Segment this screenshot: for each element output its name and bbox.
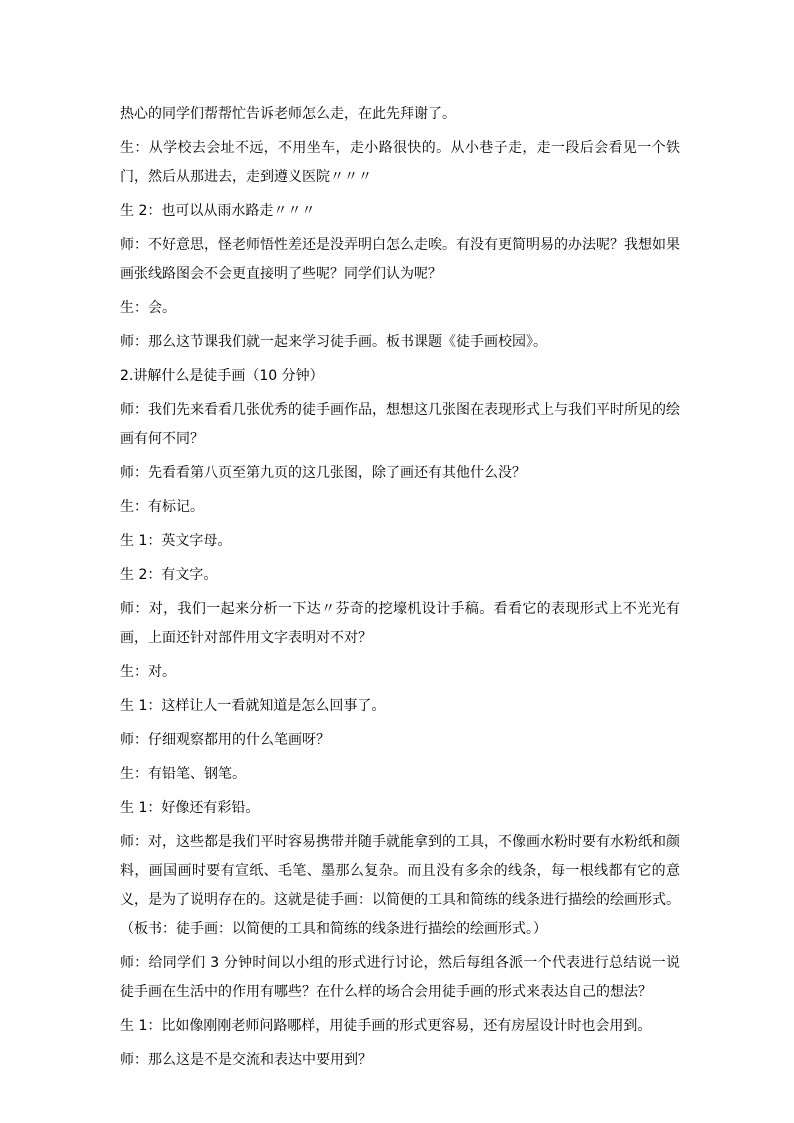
- paragraph: 生：从学校去会址不远，不用坐车，走小路很快的。从小巷子走，走一段后会看见一个铁门，然后从那进去，走到遵义医院〃〃〃: [120, 140, 680, 185]
- paragraph: 师：对，我们一起来分析一下达〃芬奇的挖壕机设计手稿。看看它的表现形式上不光光有画，上面还针对部件用文字表明对不对？: [120, 601, 680, 646]
- paragraph: 生 1：比如像刚刚老师问路哪样，用徒手画的形式更容易，还有房屋设计时也会用到。: [120, 1018, 652, 1034]
- paragraph: 生：有铅笔、钢笔。: [120, 766, 246, 782]
- paragraph: 师：给同学们 3 分钟时间以小组的形式进行讨论，然后每组各派一个代表进行总结说一说徒手画在生活中的作用有哪些？在什么样的场合会用徒手画的形式来表达自己的想法？: [120, 955, 680, 1000]
- paragraph: 生：对。: [120, 664, 176, 680]
- paragraph: 生：会。: [120, 300, 176, 316]
- paragraph: 生 2：也可以从雨水路走〃〃〃: [120, 203, 316, 219]
- section-heading: 2.讲解什么是徒手画（10 分钟）: [120, 368, 324, 384]
- paragraph: 生 1：这样让人一看就知道是怎么回事了。: [120, 698, 386, 714]
- paragraph: 师：对，这些都是我们平时容易携带并随手就能拿到的工具，不像画水粉时要有水粉纸和颜料，画国画时要有宣纸、毛笔、墨那么复杂。而且没有多余的线条，每一根线都有它的意义，是为了说明存在的。这就是徒手画：以简便的工具和简练的线条进行描绘的绘画形式。（板书：徒手画：以简便的工具和简练的线条进行描绘的绘画形式。）: [120, 834, 680, 937]
- paragraph: 热心的同学们帮帮忙告诉老师怎么走，在此先拜谢了。: [120, 106, 456, 122]
- paragraph: 生 1：好像还有彩铅。: [120, 800, 260, 816]
- paragraph: 师：不好意思，怪老师悟性差还是没弄明白怎么走唉。有没有更简明易的办法呢？我想如果画张线路图会不会更直接明了些呢？同学们认为呢？: [120, 237, 680, 282]
- paragraph: 生 2：有文字。: [120, 567, 218, 583]
- paragraph: 生 1：英文字母。: [120, 533, 232, 549]
- paragraph: 师：先看看第八页至第九页的这几张图，除了画还有其他什么没？: [120, 465, 526, 481]
- paragraph: 师：仔细观察都用的什么笔画呀？: [120, 732, 330, 748]
- paragraph: 生：有标记。: [120, 499, 204, 515]
- paragraph: 师：那么这是不是交流和表达中要用到？: [120, 1052, 372, 1068]
- paragraph: 师：那么这节课我们就一起来学习徒手画。板书课题《徒手画校园》。: [120, 334, 547, 350]
- document-body: [120, 100, 680, 1080]
- paragraph: 师：我们先来看看几张优秀的徒手画作品，想想这几张图在表现形式上与我们平时所见的绘画有何不同？: [120, 402, 680, 447]
